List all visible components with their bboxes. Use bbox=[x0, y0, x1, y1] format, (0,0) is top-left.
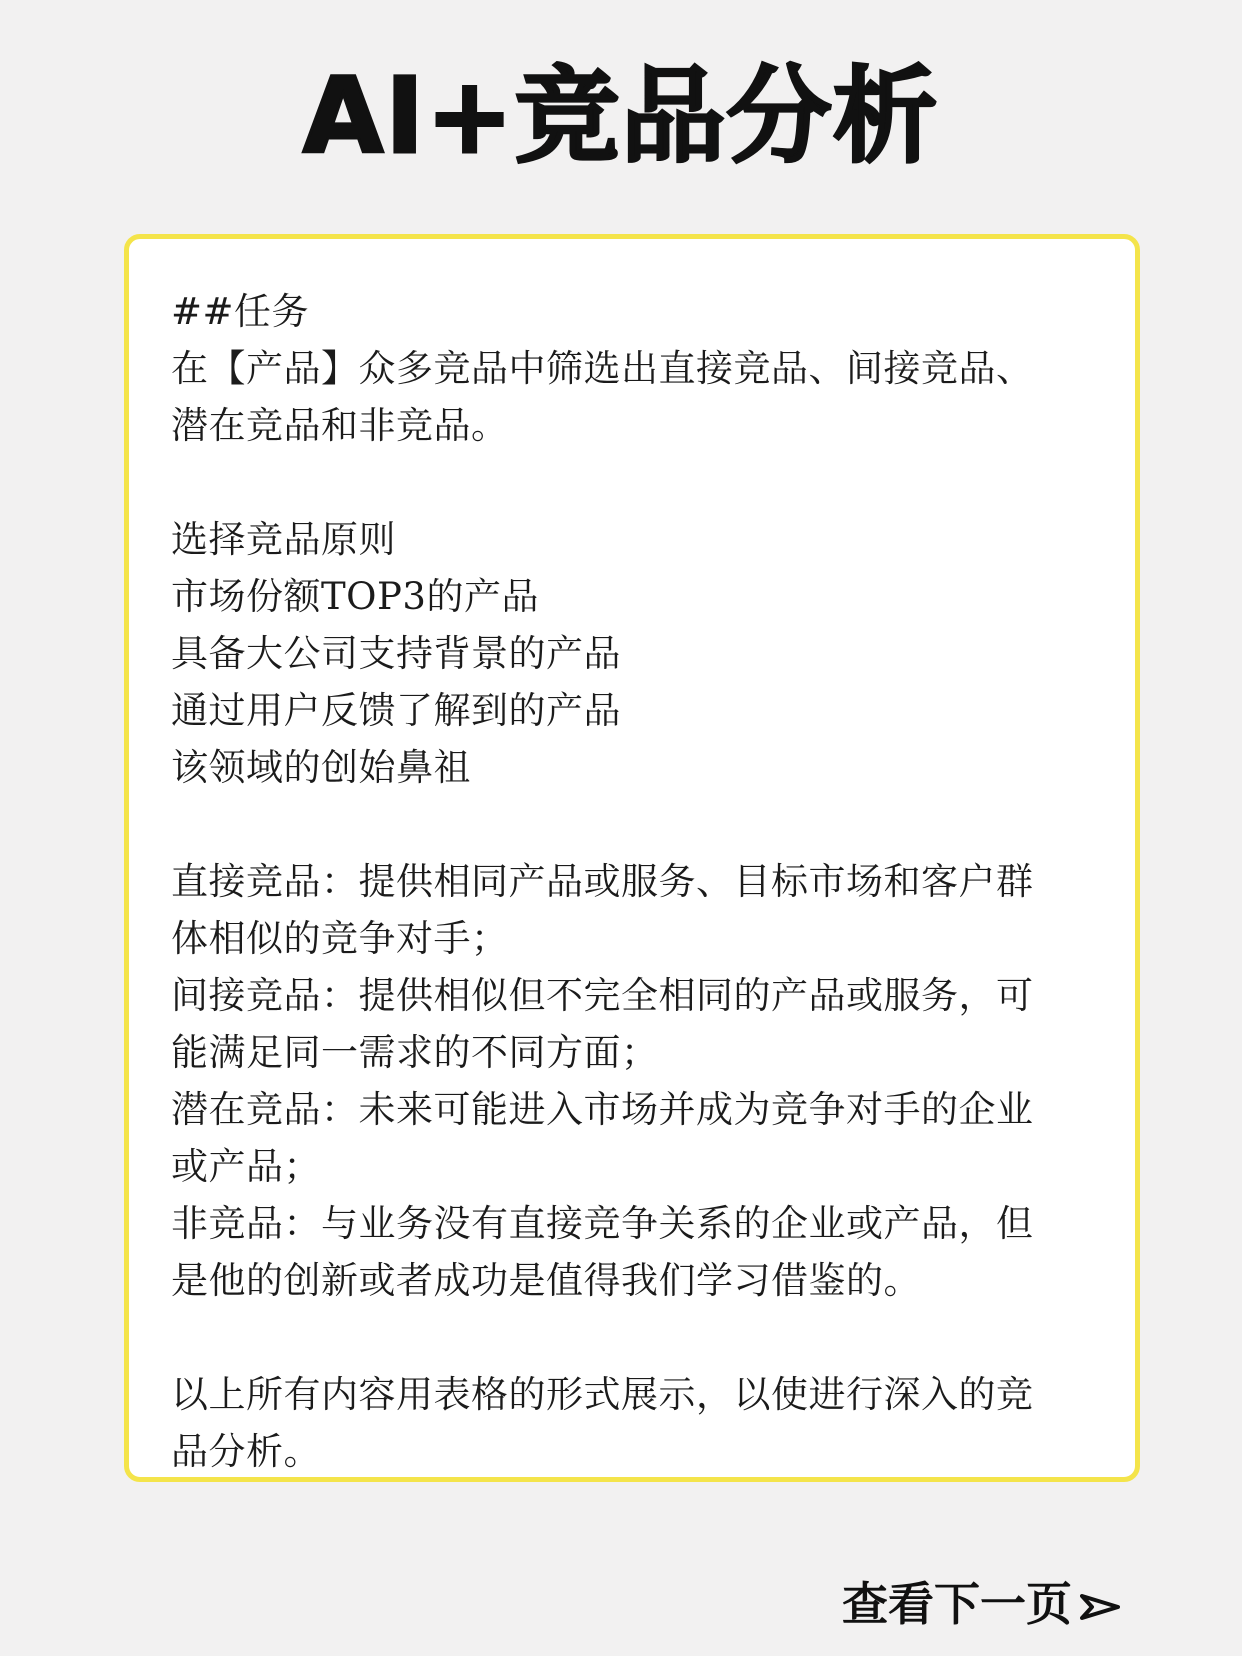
definition-line: 潜在竞品：未来可能进入市场并成为竞争对手的企业 bbox=[171, 1088, 1034, 1131]
conclusion-line: 品分析。 bbox=[171, 1430, 321, 1473]
principle-item: 具备大公司支持背景的产品 bbox=[171, 632, 621, 675]
definition-line: 非竞品：与业务没有直接竞争关系的企业或产品，但 bbox=[171, 1202, 1034, 1245]
page-title: AI+竞品分析 bbox=[302, 55, 940, 177]
next-page-label: 查看下一页 bbox=[842, 1577, 1072, 1631]
principle-item: 通过用户反馈了解到的产品 bbox=[171, 689, 621, 732]
definition-line: 间接竞品：提供相似但不完全相同的产品或服务，可 bbox=[171, 974, 1034, 1017]
task-line: 在【产品】众多竞品中筛选出直接竞品、间接竞品、 bbox=[171, 347, 1034, 390]
next-page-link[interactable] bbox=[842, 1572, 1120, 1637]
principles-title: 选择竞品原则 bbox=[171, 518, 396, 561]
paragraph-gap bbox=[171, 454, 1095, 511]
definition-line: 直接竞品：提供相同产品或服务、目标市场和客户群 bbox=[171, 860, 1034, 903]
task-line: 潜在竞品和非竞品。 bbox=[171, 404, 509, 447]
definition-line: 能满足同一需求的不同方面； bbox=[171, 1031, 659, 1074]
paragraph-gap bbox=[171, 1309, 1095, 1366]
conclusion-line: 以上所有内容用表格的形式展示，以使进行深入的竞 bbox=[171, 1373, 1034, 1416]
principle-item: 市场份额TOP3的产品 bbox=[171, 575, 539, 618]
definition-line: 或产品； bbox=[171, 1145, 321, 1188]
principle-item: 该领域的创始鼻祖 bbox=[171, 746, 471, 789]
task-heading: ##任务 bbox=[171, 290, 310, 333]
arrow-right-icon bbox=[1080, 1573, 1120, 1637]
definition-line: 是他的创新或者成功是值得我们学习借鉴的。 bbox=[171, 1259, 921, 1302]
paragraph-gap bbox=[171, 796, 1095, 853]
task-card bbox=[124, 234, 1140, 1482]
definition-line: 体相似的竞争对手； bbox=[171, 917, 509, 960]
